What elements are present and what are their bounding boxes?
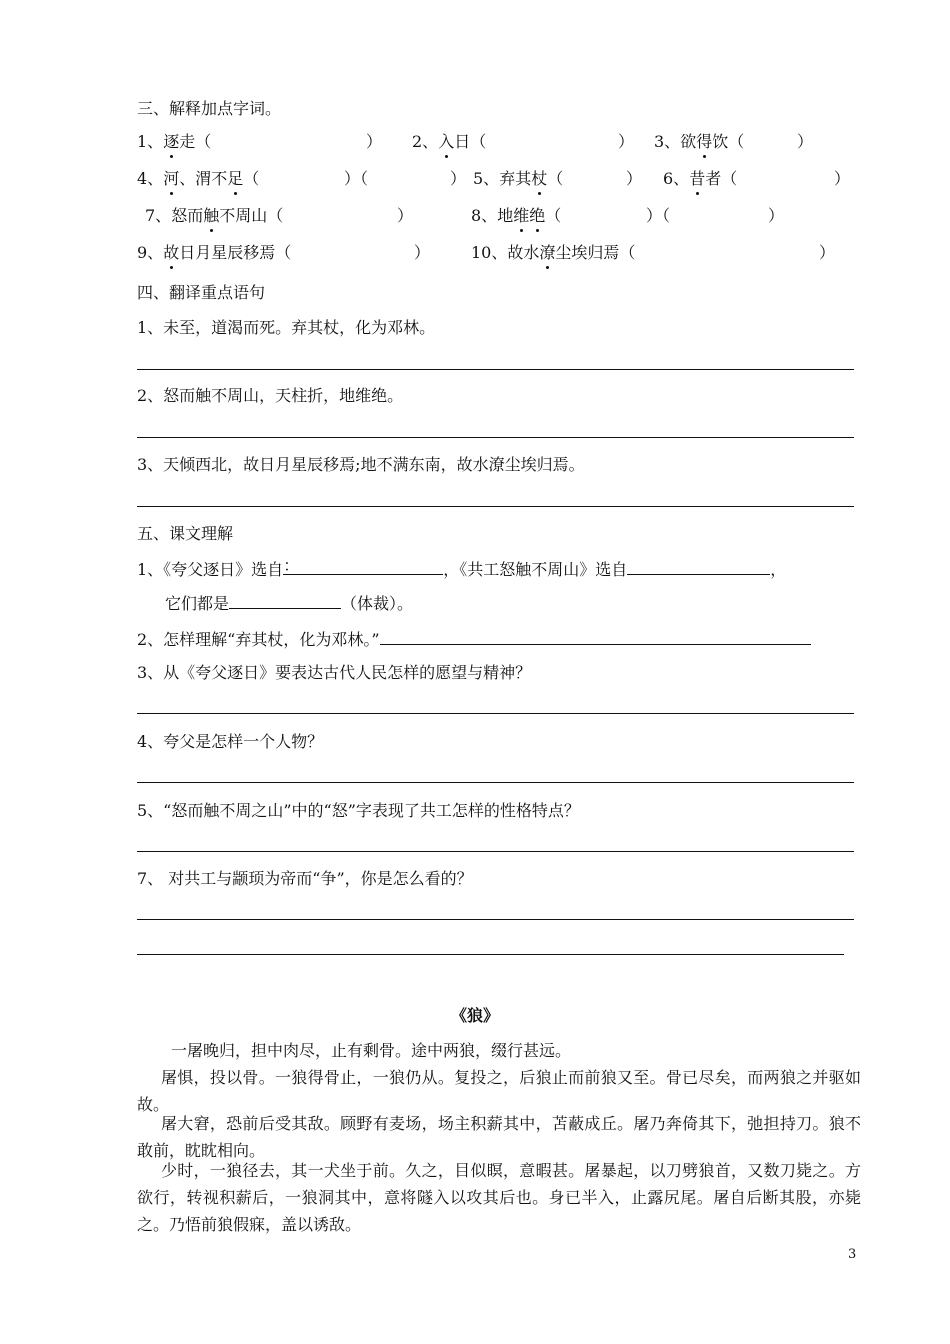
understand-q1-genre: 它们都是 （体裁）。 — [165, 591, 413, 615]
item-4: 4、河、渭不足（ — [137, 169, 260, 188]
passage-paragraph: 屠惧，投以骨。一狼得骨止，一狼仍从。复投之，后狼止而前狼又至。骨已尽矣，而两狼之并驱如故。 — [137, 1068, 861, 1114]
dotted-char: 河 — [163, 169, 180, 188]
understand-q4: 4、夸父是怎样一个人物？ — [137, 732, 324, 751]
understand-q2: 2、怎样理解“弃其杖，化为邓林。” — [137, 627, 811, 651]
answer-line[interactable] — [137, 506, 854, 507]
blank-genre[interactable] — [229, 591, 341, 609]
dotted-char: 足 — [227, 169, 244, 188]
dotted-char: 得 — [696, 132, 713, 151]
dotted-char: 潦 — [539, 243, 556, 262]
item-10: 10、故水潦尘埃归焉（ — [471, 243, 636, 262]
section-4-heading: 四、翻译重点语句 — [137, 283, 266, 302]
answer-line[interactable] — [137, 954, 844, 955]
understand-q1: 1、《夸父逐日》选自 ： ，《共工怒触不周山》选自 ， — [137, 556, 787, 579]
item-9-close: ） — [414, 243, 431, 262]
item-5-close: ） — [626, 169, 643, 188]
item-8-mid: ）（ — [646, 206, 671, 225]
item-1: 1、逐走（ — [137, 132, 212, 151]
item-10-close: ） — [819, 243, 836, 262]
answer-line[interactable] — [137, 782, 854, 783]
item-7: 7、怒而触不周山（ — [145, 206, 284, 225]
item-3: 3、欲得饮（ — [654, 132, 745, 151]
dotted-char: 触 — [203, 206, 220, 225]
dotted-char: 逐 — [163, 132, 180, 151]
item-6-close: ） — [834, 169, 851, 188]
item-4-close: ） — [450, 169, 467, 188]
translate-q3: 3、天倾西北，故日月星辰移焉;地不满东南，故水潦尘埃归焉。 — [137, 455, 585, 474]
understand-q5: 5、“怒而触不周之山”中的“怒”字表现了共工怎样的性格特点？ — [137, 801, 580, 820]
dotted-char: 昔 — [689, 169, 706, 188]
item-5: 5、弃其杖（ — [473, 169, 564, 188]
item-2-close: ） — [618, 132, 635, 151]
blank-source-2[interactable] — [627, 557, 770, 575]
item-3-close: ） — [797, 132, 814, 151]
dotted-char: 维 — [513, 206, 530, 225]
passage-paragraph: 一屠晚归，担中肉尽，止有剩骨。途中两狼，缀行甚远。 — [171, 1041, 572, 1060]
section-3-heading: 三、解释加点字词。 — [137, 99, 282, 118]
answer-line[interactable] — [137, 713, 854, 714]
item-2: 2、入日（ — [412, 132, 487, 151]
dotted-char: 绝 — [529, 206, 546, 225]
answer-line[interactable] — [137, 919, 854, 920]
blank-q2[interactable] — [380, 627, 811, 645]
passage-paragraph: 少时，一狼径去，其一犬坐于前。久之，目似瞑，意暇甚。屠暴起，以刀劈狼首，又数刀毙之。方欲行，转视积薪后，一狼洞其中，意将隧入以攻其后也。身已半入，止露尻尾。屠自后断其股，亦毙之。乃悟前狼假寐，盖以诱敌。 — [137, 1161, 861, 1234]
page-number: 3 — [848, 1247, 857, 1262]
understand-q3: 3、从《夸父逐日》要表达古代人民怎样的愿望与精神？ — [137, 663, 532, 682]
answer-line[interactable] — [137, 851, 854, 852]
answer-line[interactable] — [137, 369, 854, 370]
passage-title: 《狼》 — [450, 1006, 499, 1025]
blank-source-1[interactable]: ： — [283, 557, 443, 575]
answer-line[interactable] — [137, 437, 854, 438]
item-1-close: ） — [366, 132, 383, 151]
passage-paragraph: 屠大窘，恐前后受其敌。顾野有麦场，场主积薪其中，苫蔽成丘。屠乃奔倚其下，弛担持刀。狼不敢前，眈眈相向。 — [137, 1114, 861, 1160]
dotted-char: 入 — [438, 132, 455, 151]
item-4-mid: ）（ — [344, 169, 369, 188]
section-5-heading: 五、课文理解 — [137, 524, 234, 543]
item-6: 6、昔者（ — [663, 169, 738, 188]
translate-q2: 2、怒而触不周山，天柱折，地维绝。 — [137, 386, 404, 405]
translate-q1: 1、未至，道渴而死。弃其杖，化为邓林。 — [137, 318, 436, 337]
dotted-char: 杖 — [531, 169, 548, 188]
understand-q7: 7、 对共工与颛顼为帝而“争”，你是怎么看的？ — [137, 869, 473, 888]
item-9: 9、故日月星辰移焉（ — [137, 243, 292, 262]
dotted-char: 故 — [163, 243, 180, 262]
item-8-close: ） — [768, 206, 785, 225]
item-7-close: ） — [397, 206, 414, 225]
item-8: 8、地维绝（ — [471, 206, 562, 225]
